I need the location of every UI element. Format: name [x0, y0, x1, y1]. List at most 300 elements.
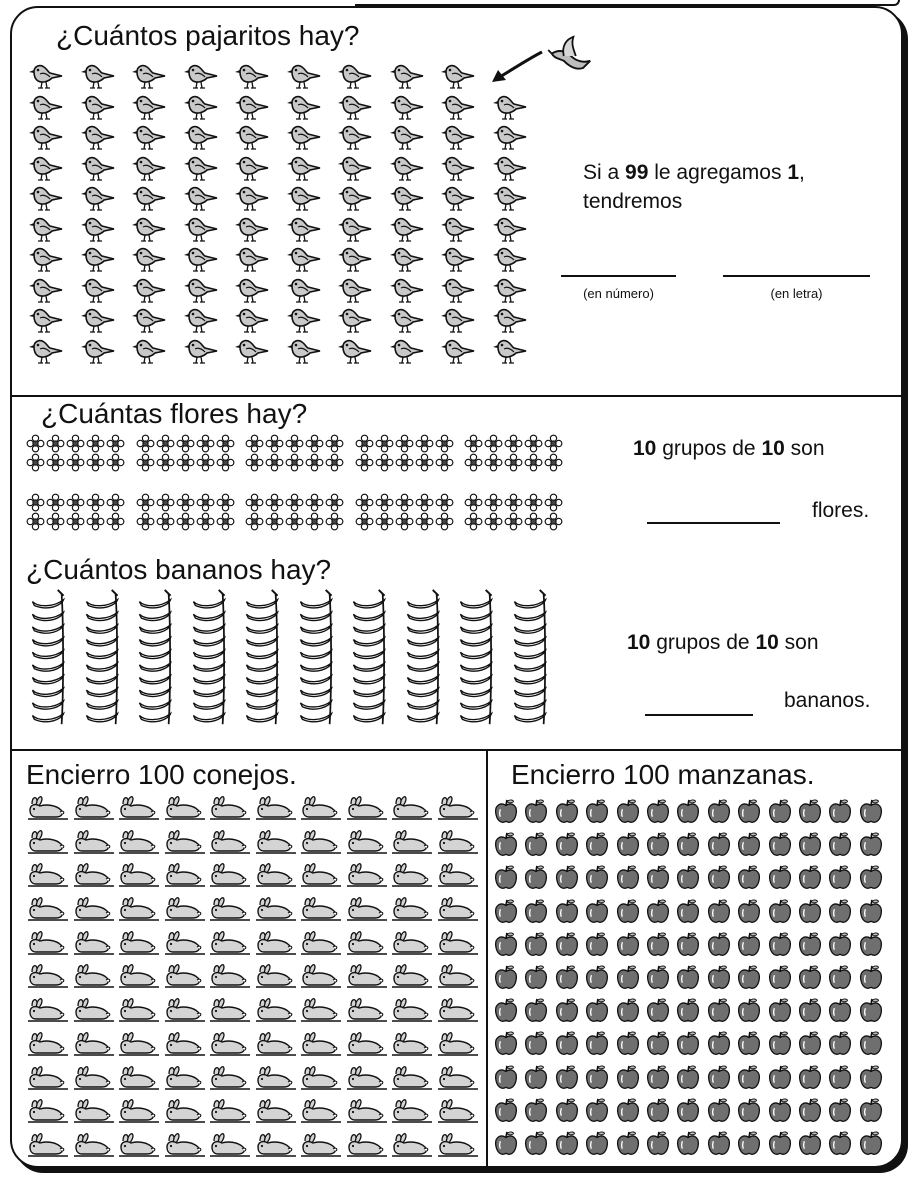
- flower-icon: [484, 512, 503, 531]
- apple-icon: [766, 1130, 794, 1158]
- rabbit-icon: [345, 828, 389, 856]
- apple-icon: [796, 898, 824, 926]
- bird-icon: [26, 182, 66, 212]
- apple-icon: [826, 964, 854, 992]
- apple-icon: [857, 898, 885, 926]
- apple-icon: [674, 864, 702, 892]
- rabbit-icon: [208, 996, 252, 1024]
- divider-bananas: [12, 749, 901, 751]
- bird-icon: [232, 91, 272, 121]
- bird-icon: [129, 182, 169, 212]
- bird-icon: [232, 152, 272, 182]
- bird-icon: [181, 182, 221, 212]
- rabbit-icon: [72, 1131, 116, 1159]
- rabbit-icon: [117, 828, 161, 856]
- apple-icon: [522, 1064, 550, 1092]
- rabbit-icon: [26, 1030, 70, 1058]
- rabbit-icon: [436, 929, 480, 957]
- rabbit-icon: [163, 1131, 207, 1159]
- label-in-number: (en número): [583, 286, 654, 301]
- answer-blank-number[interactable]: [561, 275, 676, 277]
- bird-icon: [129, 213, 169, 243]
- bird-icon: [78, 152, 118, 182]
- flower-icon: [156, 434, 175, 453]
- rabbit-icon: [72, 996, 116, 1024]
- bird-icon: [335, 182, 375, 212]
- bird-icon: [490, 91, 530, 121]
- bird-icon: [78, 121, 118, 151]
- flower-icon: [86, 434, 105, 453]
- rabbit-icon: [390, 861, 434, 889]
- apple-icon: [857, 964, 885, 992]
- flower-icon: [106, 512, 125, 531]
- apple-icon: [674, 898, 702, 926]
- flower-icon: [504, 434, 523, 453]
- flower-icon: [544, 453, 563, 472]
- bird-icon: [490, 152, 530, 182]
- bird-icon: [438, 121, 478, 151]
- flower-icon: [524, 434, 543, 453]
- flower-icon: [176, 453, 195, 472]
- rabbit-icon: [26, 828, 70, 856]
- flower-icon: [325, 512, 344, 531]
- rabbit-icon: [163, 996, 207, 1024]
- bird-icon: [387, 304, 427, 334]
- banana-bunch-icon: [135, 586, 175, 732]
- bananas-text-son: son: [784, 631, 819, 654]
- flower-icon: [26, 453, 45, 472]
- apple-icon: [583, 964, 611, 992]
- apples-instruction: Encierro 100 manzanas.: [511, 759, 815, 790]
- apple-icon: [766, 1030, 794, 1058]
- apple-icon: [644, 1097, 672, 1125]
- rabbit-icon: [254, 861, 298, 889]
- flower-icon: [216, 434, 235, 453]
- apple-icon: [796, 1030, 824, 1058]
- rabbit-icon: [208, 794, 252, 822]
- rabbit-icon: [72, 962, 116, 990]
- banana-bunch-icon: [510, 586, 550, 732]
- apple-icon: [705, 798, 733, 826]
- bird-icon: [335, 121, 375, 151]
- rabbit-icon: [299, 929, 343, 957]
- rabbit-icon: [26, 1064, 70, 1092]
- flower-icon: [196, 493, 215, 512]
- flower-icon: [26, 512, 45, 531]
- apple-icon: [857, 831, 885, 859]
- apple-icon: [614, 1130, 642, 1158]
- flower-icon: [435, 493, 454, 512]
- bird-icon: [78, 60, 118, 90]
- banana-bunch-icon: [456, 586, 496, 732]
- bird-icon: [438, 152, 478, 182]
- apple-icon: [674, 1064, 702, 1092]
- apple-icon: [796, 1097, 824, 1125]
- flower-icon: [325, 453, 344, 472]
- flower-icon: [524, 453, 543, 472]
- rabbit-icon: [72, 1030, 116, 1058]
- bird-icon: [284, 274, 324, 304]
- rabbit-icon: [163, 1030, 207, 1058]
- bird-icon: [438, 274, 478, 304]
- bird-icon: [129, 91, 169, 121]
- flower-icon: [524, 493, 543, 512]
- rabbits-instruction: Encierro 100 conejos.: [26, 759, 297, 790]
- flower-group: [136, 493, 236, 531]
- rabbit-icon: [299, 1097, 343, 1125]
- apple-icon: [735, 798, 763, 826]
- apple-icon: [766, 1064, 794, 1092]
- apple-icon: [705, 898, 733, 926]
- rabbit-icon: [436, 1030, 480, 1058]
- flower-icon: [375, 493, 394, 512]
- flower-icon: [524, 512, 543, 531]
- apple-icon: [614, 997, 642, 1025]
- flower-icon: [156, 493, 175, 512]
- bananas-question: ¿Cuántos bananos hay?: [26, 554, 332, 585]
- apple-icon: [826, 1064, 854, 1092]
- apple-icon: [735, 831, 763, 859]
- bird-icon: [284, 243, 324, 273]
- flower-icon: [136, 434, 155, 453]
- rabbit-icon: [72, 861, 116, 889]
- flower-icon: [375, 434, 394, 453]
- flower-icon: [66, 453, 85, 472]
- apple-icon: [766, 997, 794, 1025]
- apple-icon: [735, 898, 763, 926]
- apple-icon: [857, 864, 885, 892]
- rabbit-icon: [26, 929, 70, 957]
- flower-icon: [305, 493, 324, 512]
- apple-icon: [857, 931, 885, 959]
- rabbit-icon: [26, 861, 70, 889]
- flower-icon: [325, 493, 344, 512]
- bird-icon: [26, 304, 66, 334]
- apple-icon: [796, 997, 824, 1025]
- flower-icon: [305, 453, 324, 472]
- rabbit-icon: [163, 828, 207, 856]
- apple-icon: [644, 831, 672, 859]
- apple-icon: [614, 1097, 642, 1125]
- rabbit-icon: [254, 1064, 298, 1092]
- apple-icon: [553, 1064, 581, 1092]
- flower-group: [245, 434, 345, 472]
- apple-icon: [735, 931, 763, 959]
- apple-icon: [614, 864, 642, 892]
- flower-group: [464, 493, 564, 531]
- rabbit-icon: [254, 794, 298, 822]
- apple-icon: [826, 1097, 854, 1125]
- rabbit-icon: [208, 1131, 252, 1159]
- bird-icon: [335, 335, 375, 365]
- bird-icon: [335, 60, 375, 90]
- apple-icon: [674, 798, 702, 826]
- bird-icon: [232, 335, 272, 365]
- bird-icon: [181, 152, 221, 182]
- statement-prefix: Si a: [583, 161, 620, 184]
- flower-icon: [86, 453, 105, 472]
- apple-icon: [826, 864, 854, 892]
- rabbit-icon: [345, 895, 389, 923]
- bird-icon: [26, 274, 66, 304]
- statement-suffix: ,: [799, 161, 805, 184]
- bird-icon: [387, 274, 427, 304]
- flowers-answer-blank[interactable]: [647, 522, 780, 524]
- flower-icon: [136, 512, 155, 531]
- rabbit-icon: [72, 929, 116, 957]
- rabbit-icon: [26, 794, 70, 822]
- bird-icon: [78, 274, 118, 304]
- flower-icon: [484, 493, 503, 512]
- rabbit-icon: [299, 794, 343, 822]
- apple-icon: [522, 997, 550, 1025]
- apple-icon: [674, 1097, 702, 1125]
- flower-icon: [375, 453, 394, 472]
- rabbit-icon: [390, 895, 434, 923]
- apple-icon: [826, 1030, 854, 1058]
- rabbit-icon: [117, 962, 161, 990]
- apple-icon: [522, 831, 550, 859]
- rabbit-icon: [436, 1097, 480, 1125]
- apple-icon: [644, 864, 672, 892]
- apple-icon: [492, 1030, 520, 1058]
- rabbit-icon: [117, 1097, 161, 1125]
- flower-icon: [26, 493, 45, 512]
- flower-icon: [464, 434, 483, 453]
- arrow-icon: [486, 46, 546, 86]
- bird-icon: [232, 213, 272, 243]
- statement-number-1: 1: [787, 161, 800, 184]
- flower-icon: [355, 512, 374, 531]
- rabbit-icon: [117, 794, 161, 822]
- bird-icon: [490, 335, 530, 365]
- flower-icon: [176, 434, 195, 453]
- apples-grid[interactable]: [492, 798, 887, 1163]
- answer-blank-word[interactable]: [723, 275, 870, 277]
- apple-icon: [766, 1097, 794, 1125]
- apple-icon: [614, 898, 642, 926]
- flower-icon: [196, 434, 215, 453]
- flower-icon: [86, 493, 105, 512]
- rabbit-icon: [345, 1064, 389, 1092]
- apple-icon: [492, 1064, 520, 1092]
- rabbit-icon: [436, 828, 480, 856]
- bird-icon: [78, 213, 118, 243]
- rabbit-icon: [299, 962, 343, 990]
- bird-icon: [490, 213, 530, 243]
- apple-icon: [644, 997, 672, 1025]
- rabbit-icon: [345, 996, 389, 1024]
- bird-icon: [129, 243, 169, 273]
- bird-icon: [129, 274, 169, 304]
- rabbit-icon: [208, 1064, 252, 1092]
- flower-icon: [245, 453, 264, 472]
- rabbit-icon: [208, 861, 252, 889]
- flower-icon: [415, 512, 434, 531]
- bird-icon: [490, 121, 530, 151]
- apple-icon: [492, 1097, 520, 1125]
- flower-icon: [106, 493, 125, 512]
- rabbit-icon: [163, 1064, 207, 1092]
- apple-icon: [492, 864, 520, 892]
- apple-icon: [614, 1064, 642, 1092]
- apple-icon: [735, 1030, 763, 1058]
- apple-icon: [644, 898, 672, 926]
- rabbit-icon: [254, 996, 298, 1024]
- flower-icon: [216, 512, 235, 531]
- rabbit-icon: [254, 962, 298, 990]
- apple-icon: [796, 1130, 824, 1158]
- flower-icon: [464, 453, 483, 472]
- bird-icon: [181, 213, 221, 243]
- rabbit-icon: [26, 996, 70, 1024]
- apple-icon: [705, 1064, 733, 1092]
- rabbit-icon: [208, 962, 252, 990]
- apple-icon: [522, 1097, 550, 1125]
- bird-icon: [335, 91, 375, 121]
- bird-icon: [181, 60, 221, 90]
- apple-icon: [766, 964, 794, 992]
- bird-icon: [181, 243, 221, 273]
- rabbit-icon: [390, 794, 434, 822]
- rabbit-icon: [390, 1030, 434, 1058]
- apple-icon: [522, 931, 550, 959]
- rabbit-icon: [390, 962, 434, 990]
- apple-icon: [553, 1097, 581, 1125]
- flower-icon: [355, 434, 374, 453]
- apple-icon: [553, 931, 581, 959]
- bird-icon: [438, 60, 478, 90]
- flower-icon: [156, 453, 175, 472]
- bananas-text-groups: grupos de: [656, 631, 750, 654]
- rabbit-icon: [163, 895, 207, 923]
- bird-icon: [387, 91, 427, 121]
- apple-icon: [522, 864, 550, 892]
- rabbit-icon: [208, 828, 252, 856]
- bananas-answer-blank[interactable]: [645, 714, 753, 716]
- flower-icon: [216, 493, 235, 512]
- rabbit-icon: [299, 1131, 343, 1159]
- rabbit-icon: [299, 1064, 343, 1092]
- rabbit-icon: [345, 1131, 389, 1159]
- rabbit-icon: [390, 996, 434, 1024]
- rabbit-icon: [26, 1131, 70, 1159]
- rabbit-icon: [436, 861, 480, 889]
- bird-icon: [181, 274, 221, 304]
- statement-number-99: 99: [625, 161, 649, 184]
- flower-icon: [46, 512, 65, 531]
- bird-icon: [490, 274, 530, 304]
- flower-icon: [265, 512, 284, 531]
- flower-icon: [265, 453, 284, 472]
- flower-icon: [245, 434, 264, 453]
- apple-icon: [583, 1030, 611, 1058]
- apple-icon: [492, 798, 520, 826]
- banana-bunch-icon: [242, 586, 282, 732]
- bird-icon: [284, 182, 324, 212]
- rabbit-icon: [299, 828, 343, 856]
- bird-icon: [181, 304, 221, 334]
- flower-icon: [265, 434, 284, 453]
- apple-icon: [766, 931, 794, 959]
- flower-icon: [435, 434, 454, 453]
- rabbit-icon: [254, 929, 298, 957]
- apple-icon: [857, 798, 885, 826]
- apple-icon: [705, 1097, 733, 1125]
- apple-icon: [522, 964, 550, 992]
- apple-icon: [522, 798, 550, 826]
- apple-icon: [583, 1097, 611, 1125]
- flower-icon: [305, 512, 324, 531]
- flowers-answer-suffix: flores.: [812, 499, 870, 522]
- apple-icon: [492, 898, 520, 926]
- apple-icon: [553, 831, 581, 859]
- rabbit-icon: [299, 1030, 343, 1058]
- apple-icon: [674, 1130, 702, 1158]
- rabbit-icon: [72, 1064, 116, 1092]
- flower-icon: [46, 453, 65, 472]
- bird-icon: [387, 60, 427, 90]
- apple-icon: [766, 831, 794, 859]
- bananas-statement: [627, 630, 819, 656]
- apple-icon: [826, 798, 854, 826]
- bird-icon: [26, 91, 66, 121]
- apple-icon: [705, 1130, 733, 1158]
- apple-icon: [583, 997, 611, 1025]
- apple-icon: [826, 931, 854, 959]
- apple-icon: [492, 964, 520, 992]
- rabbit-icon: [117, 1030, 161, 1058]
- apple-icon: [492, 1130, 520, 1158]
- flower-icon: [325, 434, 344, 453]
- rabbit-icon: [163, 962, 207, 990]
- bird-icon: [129, 335, 169, 365]
- rabbit-icon: [72, 1097, 116, 1125]
- bird-icon: [129, 304, 169, 334]
- rabbit-icon: [436, 1064, 480, 1092]
- apple-icon: [644, 1030, 672, 1058]
- banana-bunch-icon: [82, 586, 122, 732]
- bird-icon: [78, 182, 118, 212]
- apple-icon: [857, 1030, 885, 1058]
- apple-icon: [735, 1130, 763, 1158]
- flower-icon: [66, 434, 85, 453]
- flower-icon: [415, 434, 434, 453]
- apple-icon: [735, 1097, 763, 1125]
- rabbit-icon: [254, 828, 298, 856]
- apple-icon: [857, 1064, 885, 1092]
- apple-icon: [766, 898, 794, 926]
- rabbit-icon: [117, 861, 161, 889]
- bird-icon: [387, 121, 427, 151]
- flower-icon: [544, 493, 563, 512]
- flower-icon: [196, 453, 215, 472]
- rabbit-icon: [163, 794, 207, 822]
- bird-icon: [438, 304, 478, 334]
- rabbits-grid[interactable]: [26, 794, 481, 1165]
- bird-icon: [232, 60, 272, 90]
- bird-icon: [438, 213, 478, 243]
- banana-bunch-icon: [349, 586, 389, 732]
- rabbit-icon: [72, 794, 116, 822]
- flower-icon: [176, 493, 195, 512]
- bird-icon: [78, 243, 118, 273]
- statement-middle: le agregamos: [654, 161, 782, 184]
- birds-statement: [583, 160, 805, 186]
- bananas-answer-suffix: bananos.: [784, 689, 871, 712]
- bird-icon: [284, 152, 324, 182]
- apple-icon: [614, 964, 642, 992]
